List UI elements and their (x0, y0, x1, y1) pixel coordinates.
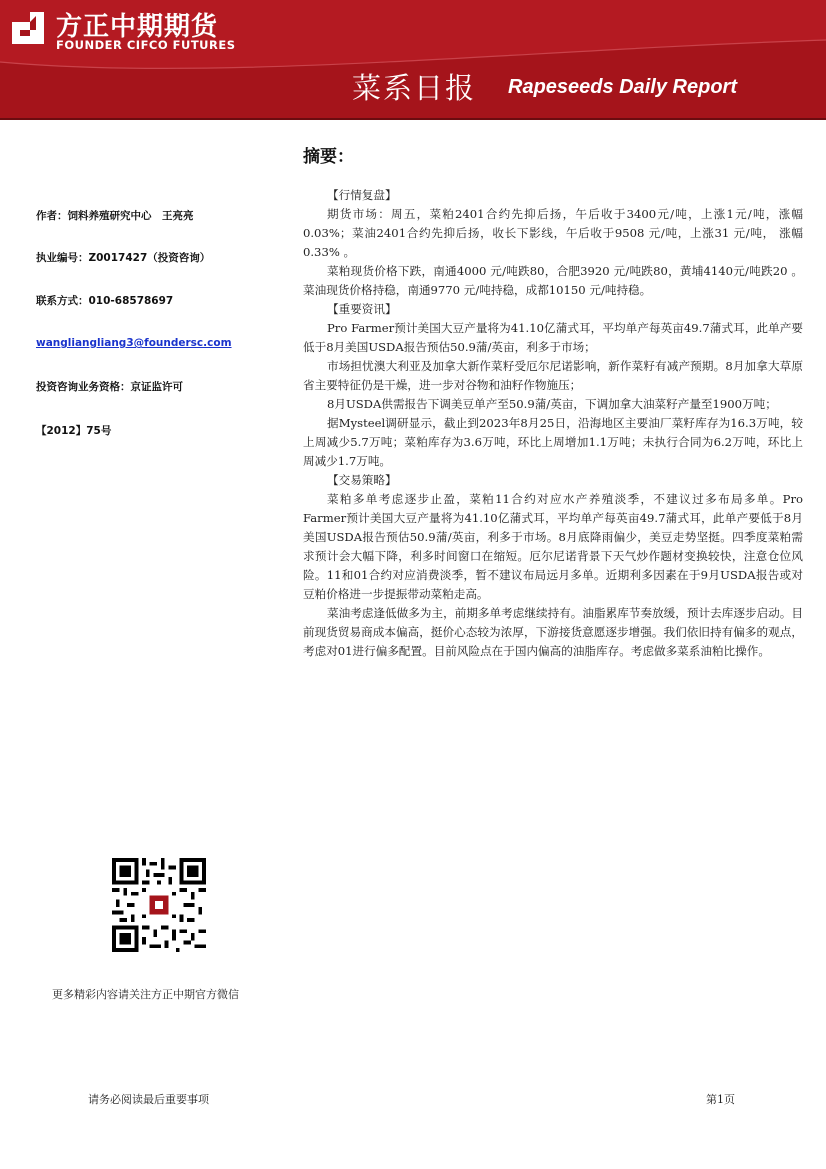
paragraph: 菜油考虑逢低做多为主，前期多单考虑继续持有。油脂累库节奏放缓，预计去库逐步启动。目前现货贸易商成本偏高，挺价心态较为浓厚，下游接货意愿逐步增强。我们依旧持有偏多的观点，考虑对01进行偏多配置。目前风险点在于国内偏高的油脂库存。考虑做多菜系油粕比操作。 (303, 606, 803, 658)
qualification: 投资咨询业务资格：京证监许可 (36, 381, 183, 393)
license-number: 执业编号：Z0017427（投资咨询） (36, 252, 211, 264)
section-title-news: 【重要资讯】 (327, 302, 397, 316)
section-title-market-review: 【行情复盘】 (327, 188, 397, 202)
section-title-strategy: 【交易策略】 (327, 473, 397, 487)
summary-title: 摘要： (303, 147, 354, 167)
footer-notice: 请务必阅读最后重要事项 (88, 1093, 209, 1106)
author-line: 作者：饲料养殖研究中心 王亮亮 (36, 210, 194, 222)
company-name-en: FOUNDER CIFCO FUTURES (56, 38, 236, 52)
paragraph: 8月USDA供需报告下调美豆单产至50.9蒲/英亩，下调加拿大油菜籽产量至1900万吨； (327, 397, 777, 411)
paragraph: 菜粕多单考虑逐步止盈，菜粕11合约对应水产养殖淡季，不建议过多布局多单。Pro Farmer预计美国大豆产量将为41.10亿蒲式耳，平均单产每英亩49.7蒲式耳，此单产要低于8月美国USDA报告预估50.9蒲/英亩，利多于市场。8月底降雨偏少，美豆走势坚挺。四季度菜粕需求预计会大幅下降，利多时间窗口在缩短。厄尔尼诺背景下天气炒作题材变换较快，注意仓位风险。11和01合约对应消费淡季，暂不建议布局远月多单。近期利多因素在于9月USDA报告或对豆粕价格进一步提振带动菜粕走高。 (303, 492, 803, 601)
paragraph: 市场担忧澳大利亚及加拿大新作菜籽受厄尔尼诺影响，新作菜籽有减产预期。8月加拿大草原省主要特征仍是干燥，进一步对谷物和油籽作物施压； (303, 359, 803, 392)
qualification-number: 【2012】75号 (36, 425, 112, 437)
paragraph: Pro Farmer预计美国大豆产量将为41.10亿蒲式耳，平均单产每英亩49.7蒲式耳，此单产要低于8月美国USDA报告预估50.9蒲/英亩，利多于市场； (303, 321, 803, 354)
paragraph: 期货市场：周五，菜粕2401合约先抑后扬，午后收于3400元/吨，上涨1元/吨，涨幅 0.03%；菜油2401合约先抑后扬，收长下影线，午后收于9508 元/吨，上涨31 元/吨， 涨幅0.33% 。 (303, 207, 803, 259)
report-title-cn: 菜系日报 (352, 71, 477, 105)
header-divider (0, 118, 826, 120)
qr-caption: 更多精彩内容请关注方正中期官方微信 (52, 988, 239, 1001)
summary-content (303, 186, 803, 661)
page-number: 第1页 (706, 1093, 735, 1106)
paragraph: 菜粕现货价格下跌，南通4000 元/吨跌80，合肥3920 元/吨跌80，黄埔4140元/吨跌20 。菜油现货价格持稳，南通9770 元/吨持稳，成都10150 元/吨持稳。 (303, 264, 803, 297)
header-banner (0, 0, 826, 118)
contact-phone: 联系方式：010-68578697 (36, 295, 174, 307)
wechat-qr-code[interactable] (112, 858, 206, 952)
paragraph: 据Mysteel调研显示，截止到2023年8月25日，沿海地区主要油厂菜籽库存为16.3万吨，较上周减少5.7万吨；菜粕库存为3.6万吨，环比上周增加1.1万吨；未执行合同为6.2万吨，环比上周减少1.7万吨。 (303, 416, 803, 468)
company-name-cn: 方正中期期货 (56, 12, 219, 42)
report-title-en: Rapeseeds Daily Report (508, 76, 737, 98)
author-email-link[interactable]: wangliangliang3@foundersc.com (36, 337, 232, 349)
founder-logo-icon (8, 8, 48, 48)
